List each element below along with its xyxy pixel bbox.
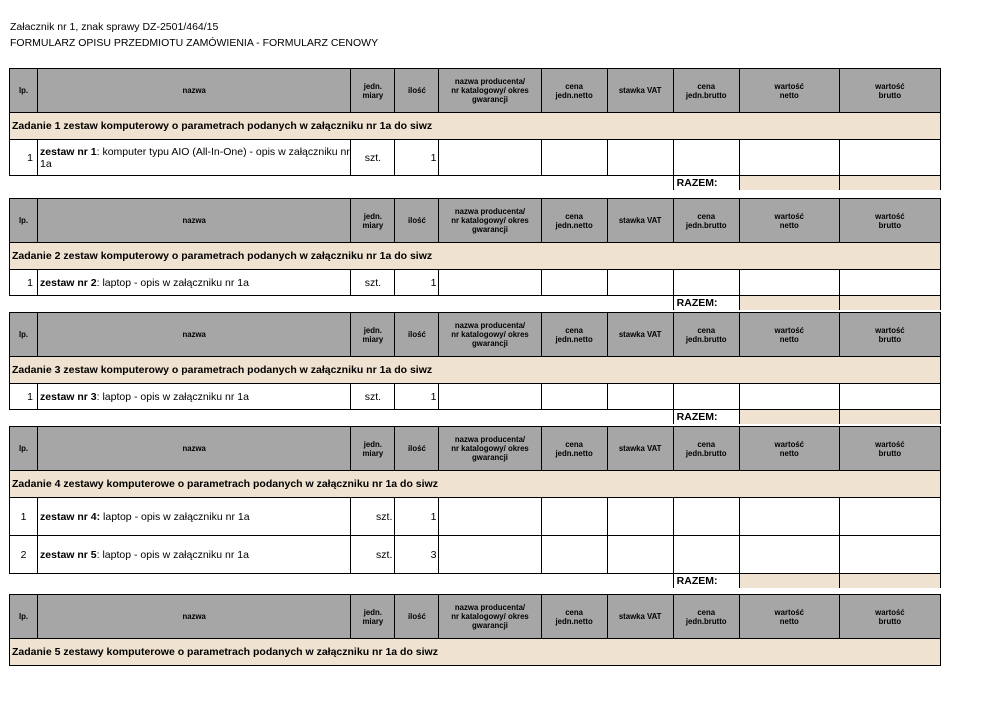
input-cell-net-value[interactable] (739, 498, 839, 536)
input-cell-gross-unit-price[interactable] (673, 270, 739, 296)
task-title: Zadanie 2 zestaw komputerowy o parametrach podanych w załączniku nr 1a do siwz (10, 243, 941, 270)
item-name-bold: zestaw nr 2 (40, 276, 97, 289)
total-gross-value[interactable] (839, 296, 940, 311)
input-cell-gross-unit-price[interactable] (673, 384, 739, 410)
totals-row (10, 176, 941, 191)
column-header-lp: lp. (10, 595, 38, 639)
column-header-net-unit-price: cena jedn.netto (541, 427, 607, 471)
column-header-producer: nazwa producenta/ nr katalogowy/ okres gwarancji (439, 427, 541, 471)
column-header-gross-unit-price: cena jedn.brutto (673, 595, 739, 639)
column-header-name: nazwa (38, 199, 351, 243)
column-header-gross-value: wartość brutto (839, 427, 940, 471)
task-block (9, 312, 941, 424)
column-header-net-value: wartość netto (739, 595, 839, 639)
column-header-gross-value: wartość brutto (839, 69, 940, 113)
column-header-gross-unit-price: cena jedn.brutto (673, 313, 739, 357)
column-header-unit: jedn. miary (351, 313, 395, 357)
column-header-net-value: wartość netto (739, 313, 839, 357)
column-header-vat-rate: stawka VAT (607, 595, 673, 639)
item-quantity: 1 (395, 498, 439, 536)
column-header-gross-value: wartość brutto (839, 595, 940, 639)
column-header-net-unit-price: cena jedn.netto (541, 69, 607, 113)
input-cell-net-unit-price[interactable] (541, 384, 607, 410)
column-header-name: nazwa (38, 427, 351, 471)
column-header-quantity: ilość (395, 595, 439, 639)
column-header-gross-value: wartość brutto (839, 313, 940, 357)
input-cell-gross-value[interactable] (839, 498, 940, 536)
total-net-value[interactable] (739, 574, 839, 589)
item-lp: 1 (10, 140, 38, 176)
item-quantity: 3 (395, 536, 439, 574)
item-unit: szt. (351, 498, 395, 536)
total-net-value[interactable] (739, 410, 839, 425)
item-name (38, 498, 351, 536)
column-header-lp: lp. (10, 69, 38, 113)
input-cell-gross-value[interactable] (839, 140, 940, 176)
task-block (9, 426, 941, 588)
item-quantity: 1 (395, 384, 439, 410)
task-title-row (10, 243, 941, 270)
item-name (38, 270, 351, 296)
task-table (9, 198, 941, 310)
column-header-unit: jedn. miary (351, 69, 395, 113)
totals-label: RAZEM: (673, 574, 739, 589)
item-name-description: : komputer typu AIO (All-In-One) - opis w załączniku nr 1a (40, 145, 350, 170)
input-cell-net-value[interactable] (739, 536, 839, 574)
column-header-producer: nazwa producenta/ nr katalogowy/ okres gwarancji (439, 595, 541, 639)
column-header-quantity: ilość (395, 313, 439, 357)
column-header-name: nazwa (38, 69, 351, 113)
item-row (10, 384, 941, 410)
input-cell-net-unit-price[interactable] (541, 140, 607, 176)
task-title: Zadanie 3 zestaw komputerowy o parametrach podanych w załączniku nr 1a do siwz (10, 357, 941, 384)
totals-row (10, 410, 941, 425)
column-header-vat-rate: stawka VAT (607, 427, 673, 471)
item-lp: 1 (10, 498, 38, 536)
input-cell-gross-value[interactable] (839, 384, 940, 410)
document-reference: Załacznik nr 1, znak sprawy DZ-2501/464/15 (10, 21, 219, 33)
item-row (10, 140, 941, 176)
column-header-unit: jedn. miary (351, 595, 395, 639)
task-title-row (10, 471, 941, 498)
column-header-row (10, 595, 941, 639)
input-cell-producer[interactable] (439, 384, 541, 410)
column-header-net-value: wartość netto (739, 427, 839, 471)
item-name-description: : laptop - opis w załączniku nr 1a (96, 548, 249, 561)
item-lp: 1 (10, 270, 38, 296)
column-header-gross-value: wartość brutto (839, 199, 940, 243)
item-quantity: 1 (395, 270, 439, 296)
column-header-lp: lp. (10, 313, 38, 357)
column-header-producer: nazwa producenta/ nr katalogowy/ okres gwarancji (439, 199, 541, 243)
column-header-row (10, 427, 941, 471)
column-header-producer: nazwa producenta/ nr katalogowy/ okres gwarancji (439, 69, 541, 113)
task-block (9, 594, 941, 666)
input-cell-producer[interactable] (439, 536, 541, 574)
column-header-quantity: ilość (395, 69, 439, 113)
total-gross-value[interactable] (839, 410, 940, 425)
input-cell-vat-rate[interactable] (607, 384, 673, 410)
item-name-bold: zestaw nr 4: (40, 510, 101, 523)
total-gross-value[interactable] (839, 176, 940, 191)
item-unit: szt. (351, 140, 395, 176)
input-cell-gross-value[interactable] (839, 270, 940, 296)
task-title: Zadanie 1 zestaw komputerowy o parametrach podanych w załączniku nr 1a do siwz (10, 113, 941, 140)
column-header-vat-rate: stawka VAT (607, 69, 673, 113)
column-header-unit: jedn. miary (351, 199, 395, 243)
totals-label: RAZEM: (673, 176, 739, 191)
task-title-row (10, 113, 941, 140)
item-row (10, 498, 941, 536)
item-row (10, 536, 941, 574)
column-header-name: nazwa (38, 313, 351, 357)
item-name (38, 140, 351, 176)
column-header-gross-unit-price: cena jedn.brutto (673, 427, 739, 471)
totals-row (10, 574, 941, 589)
column-header-row (10, 69, 941, 113)
document-title: FORMULARZ OPISU PRZEDMIOTU ZAMÓWIENIA - FORMULARZ CENOWY (10, 37, 379, 49)
column-header-gross-unit-price: cena jedn.brutto (673, 69, 739, 113)
column-header-net-unit-price: cena jedn.netto (541, 313, 607, 357)
input-cell-gross-value[interactable] (839, 536, 940, 574)
totals-row (10, 296, 941, 311)
column-header-row (10, 313, 941, 357)
total-net-value[interactable] (739, 176, 839, 191)
input-cell-producer[interactable] (439, 270, 541, 296)
task-block (9, 198, 941, 310)
task-title: Zadanie 4 zestawy komputerowe o parametrach podanych w załączniku nr 1a do siwz (10, 471, 941, 498)
column-header-name: nazwa (38, 595, 351, 639)
item-unit: szt. (351, 536, 395, 574)
item-lp: 2 (10, 536, 38, 574)
input-cell-net-value[interactable] (739, 270, 839, 296)
task-title-row (10, 639, 941, 666)
item-name (38, 384, 351, 410)
column-header-net-unit-price: cena jedn.netto (541, 199, 607, 243)
input-cell-vat-rate[interactable] (607, 140, 673, 176)
totals-label: RAZEM: (673, 296, 739, 311)
task-block (9, 68, 941, 190)
input-cell-vat-rate[interactable] (607, 536, 673, 574)
input-cell-net-unit-price[interactable] (541, 270, 607, 296)
item-name-bold: zestaw nr 5 (40, 548, 97, 561)
column-header-quantity: ilość (395, 427, 439, 471)
column-header-lp: lp. (10, 427, 38, 471)
input-cell-net-value[interactable] (739, 140, 839, 176)
column-header-vat-rate: stawka VAT (607, 199, 673, 243)
input-cell-net-unit-price[interactable] (541, 536, 607, 574)
item-name-description: : laptop - opis w załączniku nr 1a (96, 276, 249, 289)
task-table (9, 312, 941, 424)
column-header-net-value: wartość netto (739, 199, 839, 243)
task-title-row (10, 357, 941, 384)
item-unit: szt. (351, 270, 395, 296)
task-title: Zadanie 5 zestawy komputerowe o parametrach podanych w załączniku nr 1a do siwz (10, 639, 941, 666)
total-net-value[interactable] (739, 296, 839, 311)
item-lp: 1 (10, 384, 38, 410)
item-name-description: : laptop - opis w załączniku nr 1a (96, 390, 249, 403)
input-cell-net-unit-price[interactable] (541, 498, 607, 536)
item-row (10, 270, 941, 296)
item-name-description: laptop - opis w załączniku nr 1a (100, 510, 250, 523)
item-unit: szt. (351, 384, 395, 410)
column-header-net-value: wartość netto (739, 69, 839, 113)
item-name (38, 536, 351, 574)
column-header-producer: nazwa producenta/ nr katalogowy/ okres gwarancji (439, 313, 541, 357)
column-header-quantity: ilość (395, 199, 439, 243)
input-cell-producer[interactable] (439, 498, 541, 536)
input-cell-gross-unit-price[interactable] (673, 536, 739, 574)
task-table (9, 68, 941, 190)
total-gross-value[interactable] (839, 574, 940, 589)
column-header-unit: jedn. miary (351, 427, 395, 471)
input-cell-producer[interactable] (439, 140, 541, 176)
column-header-gross-unit-price: cena jedn.brutto (673, 199, 739, 243)
totals-label: RAZEM: (673, 410, 739, 425)
column-header-lp: lp. (10, 199, 38, 243)
item-quantity: 1 (395, 140, 439, 176)
column-header-vat-rate: stawka VAT (607, 313, 673, 357)
column-header-row (10, 199, 941, 243)
item-name-bold: zestaw nr 1 (40, 145, 97, 158)
input-cell-vat-rate[interactable] (607, 498, 673, 536)
input-cell-net-value[interactable] (739, 384, 839, 410)
item-name-bold: zestaw nr 3 (40, 390, 97, 403)
task-table (9, 426, 941, 588)
input-cell-vat-rate[interactable] (607, 270, 673, 296)
task-table (9, 594, 941, 666)
input-cell-gross-unit-price[interactable] (673, 140, 739, 176)
input-cell-gross-unit-price[interactable] (673, 498, 739, 536)
column-header-net-unit-price: cena jedn.netto (541, 595, 607, 639)
